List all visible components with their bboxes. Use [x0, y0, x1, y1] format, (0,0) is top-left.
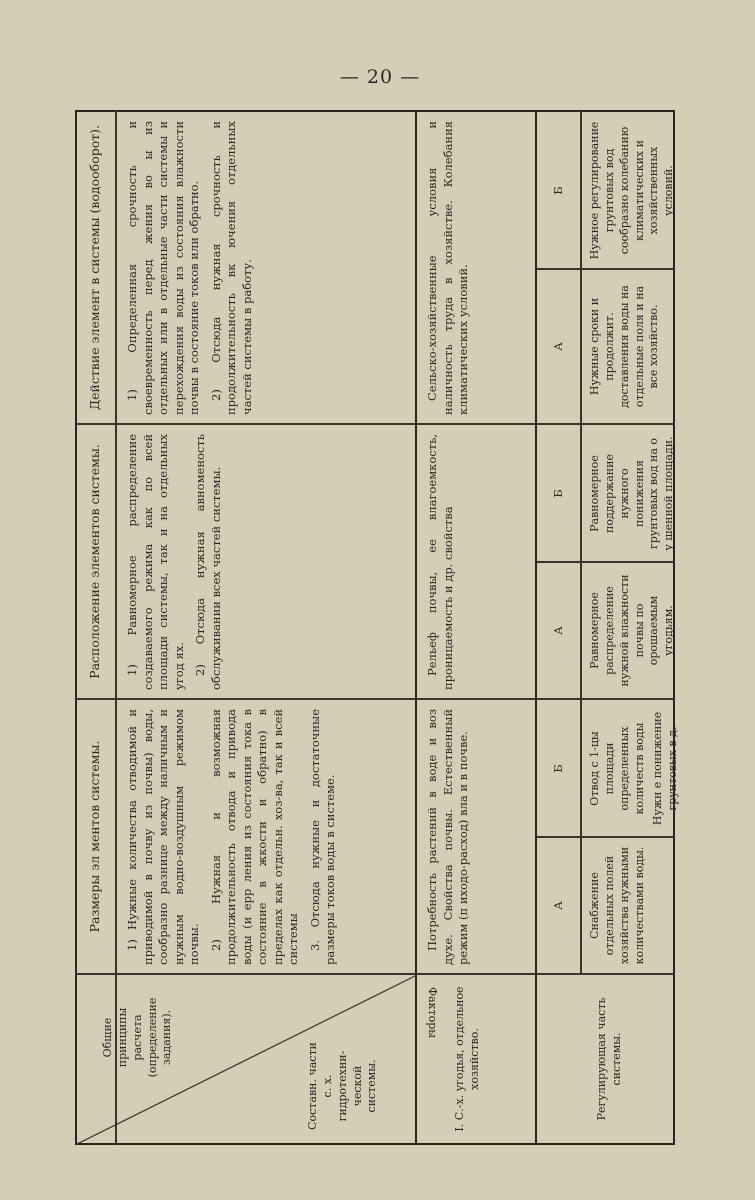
row1-title: I. С.-х. угодья, отдельное хозяйство. — [453, 986, 481, 1132]
action-item-1: 1) Определенная срочность и своевременность перед жения во ы из отдельных или в отдельные части системы и перехождения воды из состояния влажности почвы в состояние токов или обратно. — [125, 121, 202, 415]
row2-arr-b-label: Б — [551, 489, 566, 498]
row2-arr-a: Равномерное распределение нужной влажности почвы по орошаемым угодьям. — [588, 574, 676, 687]
row2-title: Регулирующая часть системы. — [595, 997, 623, 1121]
row1-sizes — [419, 701, 533, 973]
action-item-2: 2) Отсюда нужная срочность и продолжительность вк ючения отдельных частей системы в работу. — [208, 121, 254, 415]
row2-sizes-b-label: Б — [551, 764, 566, 773]
arrangement-item-1: 1) Равномерное распределение создаваемого режима как по всей площади системы, так и на отдельных угод ях. — [125, 434, 186, 690]
row2-act-a: Нужные сроки и продолжит. доставления воды на отдельные поля и на все хозяйство. — [588, 285, 661, 408]
col-divider-2 — [75, 699, 675, 701]
factors-label: Факторы — [426, 986, 439, 1039]
corner-principles-label: Общие принципы расчета (определение задания). — [101, 997, 174, 1078]
row2-act-b-label: Б — [551, 186, 566, 195]
principles-sizes — [119, 701, 413, 973]
row1-arrangement — [419, 426, 533, 698]
row2-sizes-a-label: А — [551, 901, 566, 910]
row1-action-text: Сельско-хозяйственные условия и наличность труда в хозяйстве. Колебания климатических условий. — [425, 121, 471, 415]
header-sizes: Размеры эл ментов системы. — [86, 740, 102, 933]
row1-sizes-text: Потребность растений в воде и воз духе. Свойства почвы. Естественный режим (п иходо-расход) вла и в почве. — [425, 709, 471, 965]
principles-arrangement — [119, 426, 413, 698]
corner-parts-label: Составн. части с. х. гидротехни- ческой системы. — [306, 1042, 379, 1130]
rotated-table-container — [75, 110, 680, 1145]
header-arrangement: Расположение элементов системы. — [86, 444, 102, 679]
row1-rule — [535, 110, 537, 1145]
arrangement-item-2: 2) Отсюда нужная авноменость обслуживании всех частей системы. — [193, 434, 223, 690]
row2-act-a-label: А — [551, 342, 566, 351]
sizes-item-1: 1) Нужные количества отводимой и приводимой в почву из почвы) воды, сообразно разнице между наличным и нужным водно-воздушным режимом почвы. — [125, 709, 202, 965]
row2-act-b: Нужное регулирование грунтовых вод сообразно колебанию климатических и хозяйственных условий. — [588, 121, 676, 260]
sizes-item-2: 2) Нужная и возможная продолжительность отвода и привода воды (и ерр ления из состояния тока в состояние в жкости и обратно) в пределах как отдельн. хоз-ва, так и всей системы — [208, 709, 301, 965]
row2-sizes-a: Снабжение отдельных полей хозяйства нужными количествами воды. — [588, 846, 646, 965]
table-border-right — [75, 110, 675, 112]
row2-sizes-b — [582, 701, 680, 836]
principles-action — [119, 113, 413, 423]
header-action: Действие элемент в системы (водооборот). — [86, 124, 102, 411]
sizes-item-3: 3. Отсюда нужные и достаточные размеры токов воды в системе. — [307, 709, 338, 965]
row1-action — [419, 113, 533, 423]
col-divider-3 — [75, 424, 675, 426]
row2-arr-a-label: А — [551, 626, 566, 635]
principles-table — [75, 110, 680, 1145]
page-number: — 20 — — [339, 66, 421, 88]
row2-arr-b: Равномерное поддержание нужного понижения грунтовых вод на о у шенной площади. — [588, 436, 676, 551]
row1-arrangement-text: Рельеф почвы, ее влагоемкость, проницаемость и др. свойства — [425, 434, 455, 690]
row2-sizes-b-line1: Отвод с 1-цы площади определенных количеств воды — [588, 722, 646, 815]
row2-sizes-b-line2: Нужн е понижение грунтовых в д. — [651, 711, 680, 826]
